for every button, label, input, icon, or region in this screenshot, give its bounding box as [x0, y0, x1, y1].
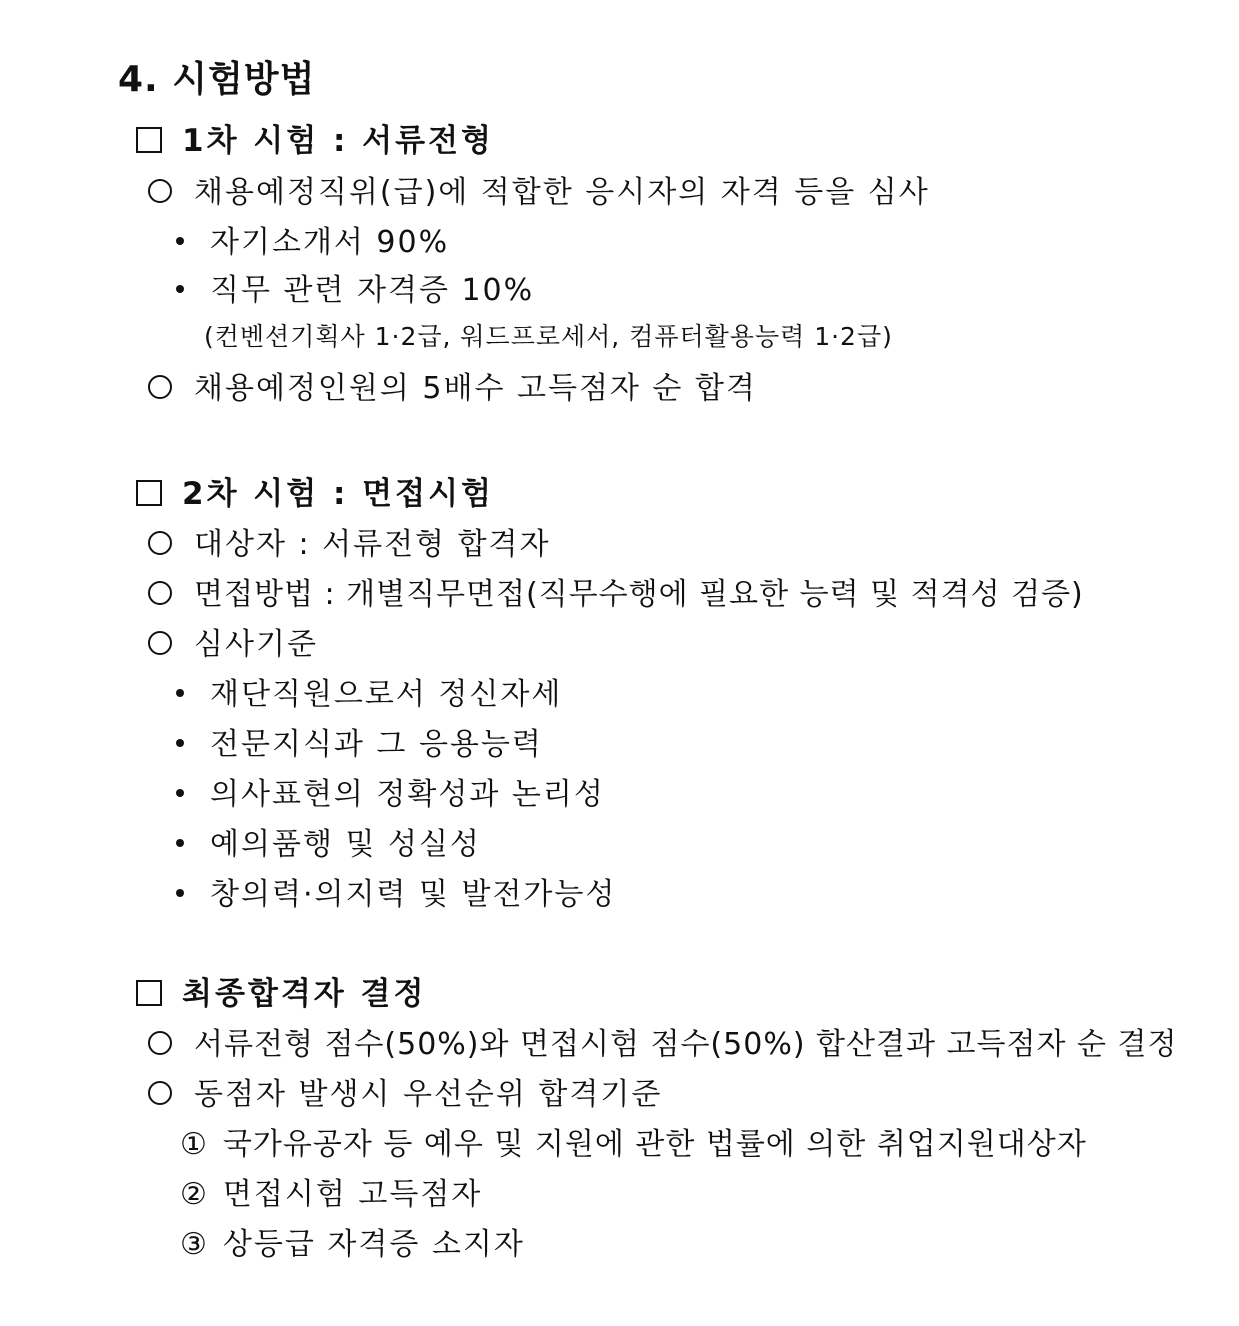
- dot-bullet-icon: [176, 689, 184, 697]
- section-1-item-2: [148, 371, 757, 406]
- section-3-item-1-text: 서류전형 점수(50%)와 면접시험 점수(50%) 합산결과 고득점자 순 결정: [194, 1027, 1178, 1062]
- page-title: 4. 시험방법: [118, 59, 316, 100]
- section-3-numbered-item: [180, 1227, 525, 1262]
- number-mark: ①: [180, 1127, 209, 1162]
- circle-bullet-icon: [148, 531, 172, 555]
- section-3-numbered-item: [180, 1177, 483, 1212]
- circle-bullet-icon: [148, 1081, 172, 1105]
- section-1-bullet-1-text: 자기소개서 90%: [210, 225, 450, 260]
- section-2-item-1: [148, 527, 551, 562]
- section-3-numbered-text: 국가유공자 등 예우 및 지원에 관한 법률에 의한 취업지원대상자: [222, 1127, 1087, 1162]
- section-2-bullet-text: 의사표현의 정확성과 논리성: [210, 777, 605, 812]
- checkbox-square-icon: [136, 127, 162, 153]
- section-1-heading: [136, 123, 494, 159]
- dot-bullet-icon: [176, 839, 184, 847]
- section-2-bullet-text: 예의품행 및 성실성: [210, 827, 481, 862]
- section-2-heading: [136, 476, 494, 512]
- section-1-note: (컨벤션기획사 1·2급, 워드프로세서, 컴퓨터활용능력 1·2급): [204, 322, 893, 351]
- dot-bullet-icon: [176, 285, 184, 293]
- section-1-bullet-2: [176, 273, 535, 308]
- section-2-bullet: [176, 827, 481, 862]
- section-1-item-1: [148, 175, 930, 210]
- section-1-item-2-text: 채용예정인원의 5배수 고득점자 순 합격: [194, 371, 757, 406]
- circle-bullet-icon: [148, 375, 172, 399]
- section-3-heading: [136, 976, 427, 1012]
- section-2-bullet: [176, 677, 563, 712]
- section-3-heading-text: 최종합격자 결정: [182, 976, 427, 1012]
- number-mark: ③: [180, 1227, 209, 1262]
- section-2-item-2-text: 면접방법 : 개별직무면접(직무수행에 필요한 능력 및 적격성 검증): [194, 577, 1084, 612]
- section-2-item-3-text: 심사기준: [194, 627, 318, 662]
- dot-bullet-icon: [176, 889, 184, 897]
- section-2-item-1-text: 대상자 : 서류전형 합격자: [194, 527, 551, 562]
- dot-bullet-icon: [176, 237, 184, 245]
- section-3-numbered-text: 면접시험 고득점자: [222, 1177, 483, 1212]
- checkbox-square-icon: [136, 980, 162, 1006]
- section-3-item-1: [148, 1027, 1178, 1062]
- section-2-item-3: [148, 627, 318, 662]
- section-1-heading-text: 1차 시험 : 서류전형: [182, 123, 494, 159]
- section-2-bullet: [176, 727, 543, 762]
- number-mark: ②: [180, 1177, 209, 1212]
- section-2-bullet-text: 전문지식과 그 응용능력: [210, 727, 543, 762]
- circle-bullet-icon: [148, 1031, 172, 1055]
- section-2-heading-text: 2차 시험 : 면접시험: [182, 476, 494, 512]
- checkbox-square-icon: [136, 480, 162, 506]
- section-2-bullet-text: 창의력·의지력 및 발전가능성: [210, 877, 617, 912]
- circle-bullet-icon: [148, 631, 172, 655]
- section-3-item-2: [148, 1077, 663, 1112]
- section-3-numbered-text: 상등급 자격증 소지자: [222, 1227, 525, 1262]
- section-3-item-2-text: 동점자 발생시 우선순위 합격기준: [194, 1077, 663, 1112]
- section-1-bullet-1: [176, 225, 450, 260]
- circle-bullet-icon: [148, 581, 172, 605]
- dot-bullet-icon: [176, 739, 184, 747]
- dot-bullet-icon: [176, 789, 184, 797]
- section-2-bullet-text: 재단직원으로서 정신자세: [210, 677, 563, 712]
- section-3-numbered-item: [180, 1127, 1087, 1162]
- section-1-item-1-text: 채용예정직위(급)에 적합한 응시자의 자격 등을 심사: [194, 175, 930, 210]
- section-2-bullet: [176, 777, 605, 812]
- section-1-bullet-2-text: 직무 관련 자격증 10%: [210, 273, 535, 308]
- section-2-item-2: [148, 577, 1084, 612]
- section-2-bullet: [176, 877, 617, 912]
- circle-bullet-icon: [148, 179, 172, 203]
